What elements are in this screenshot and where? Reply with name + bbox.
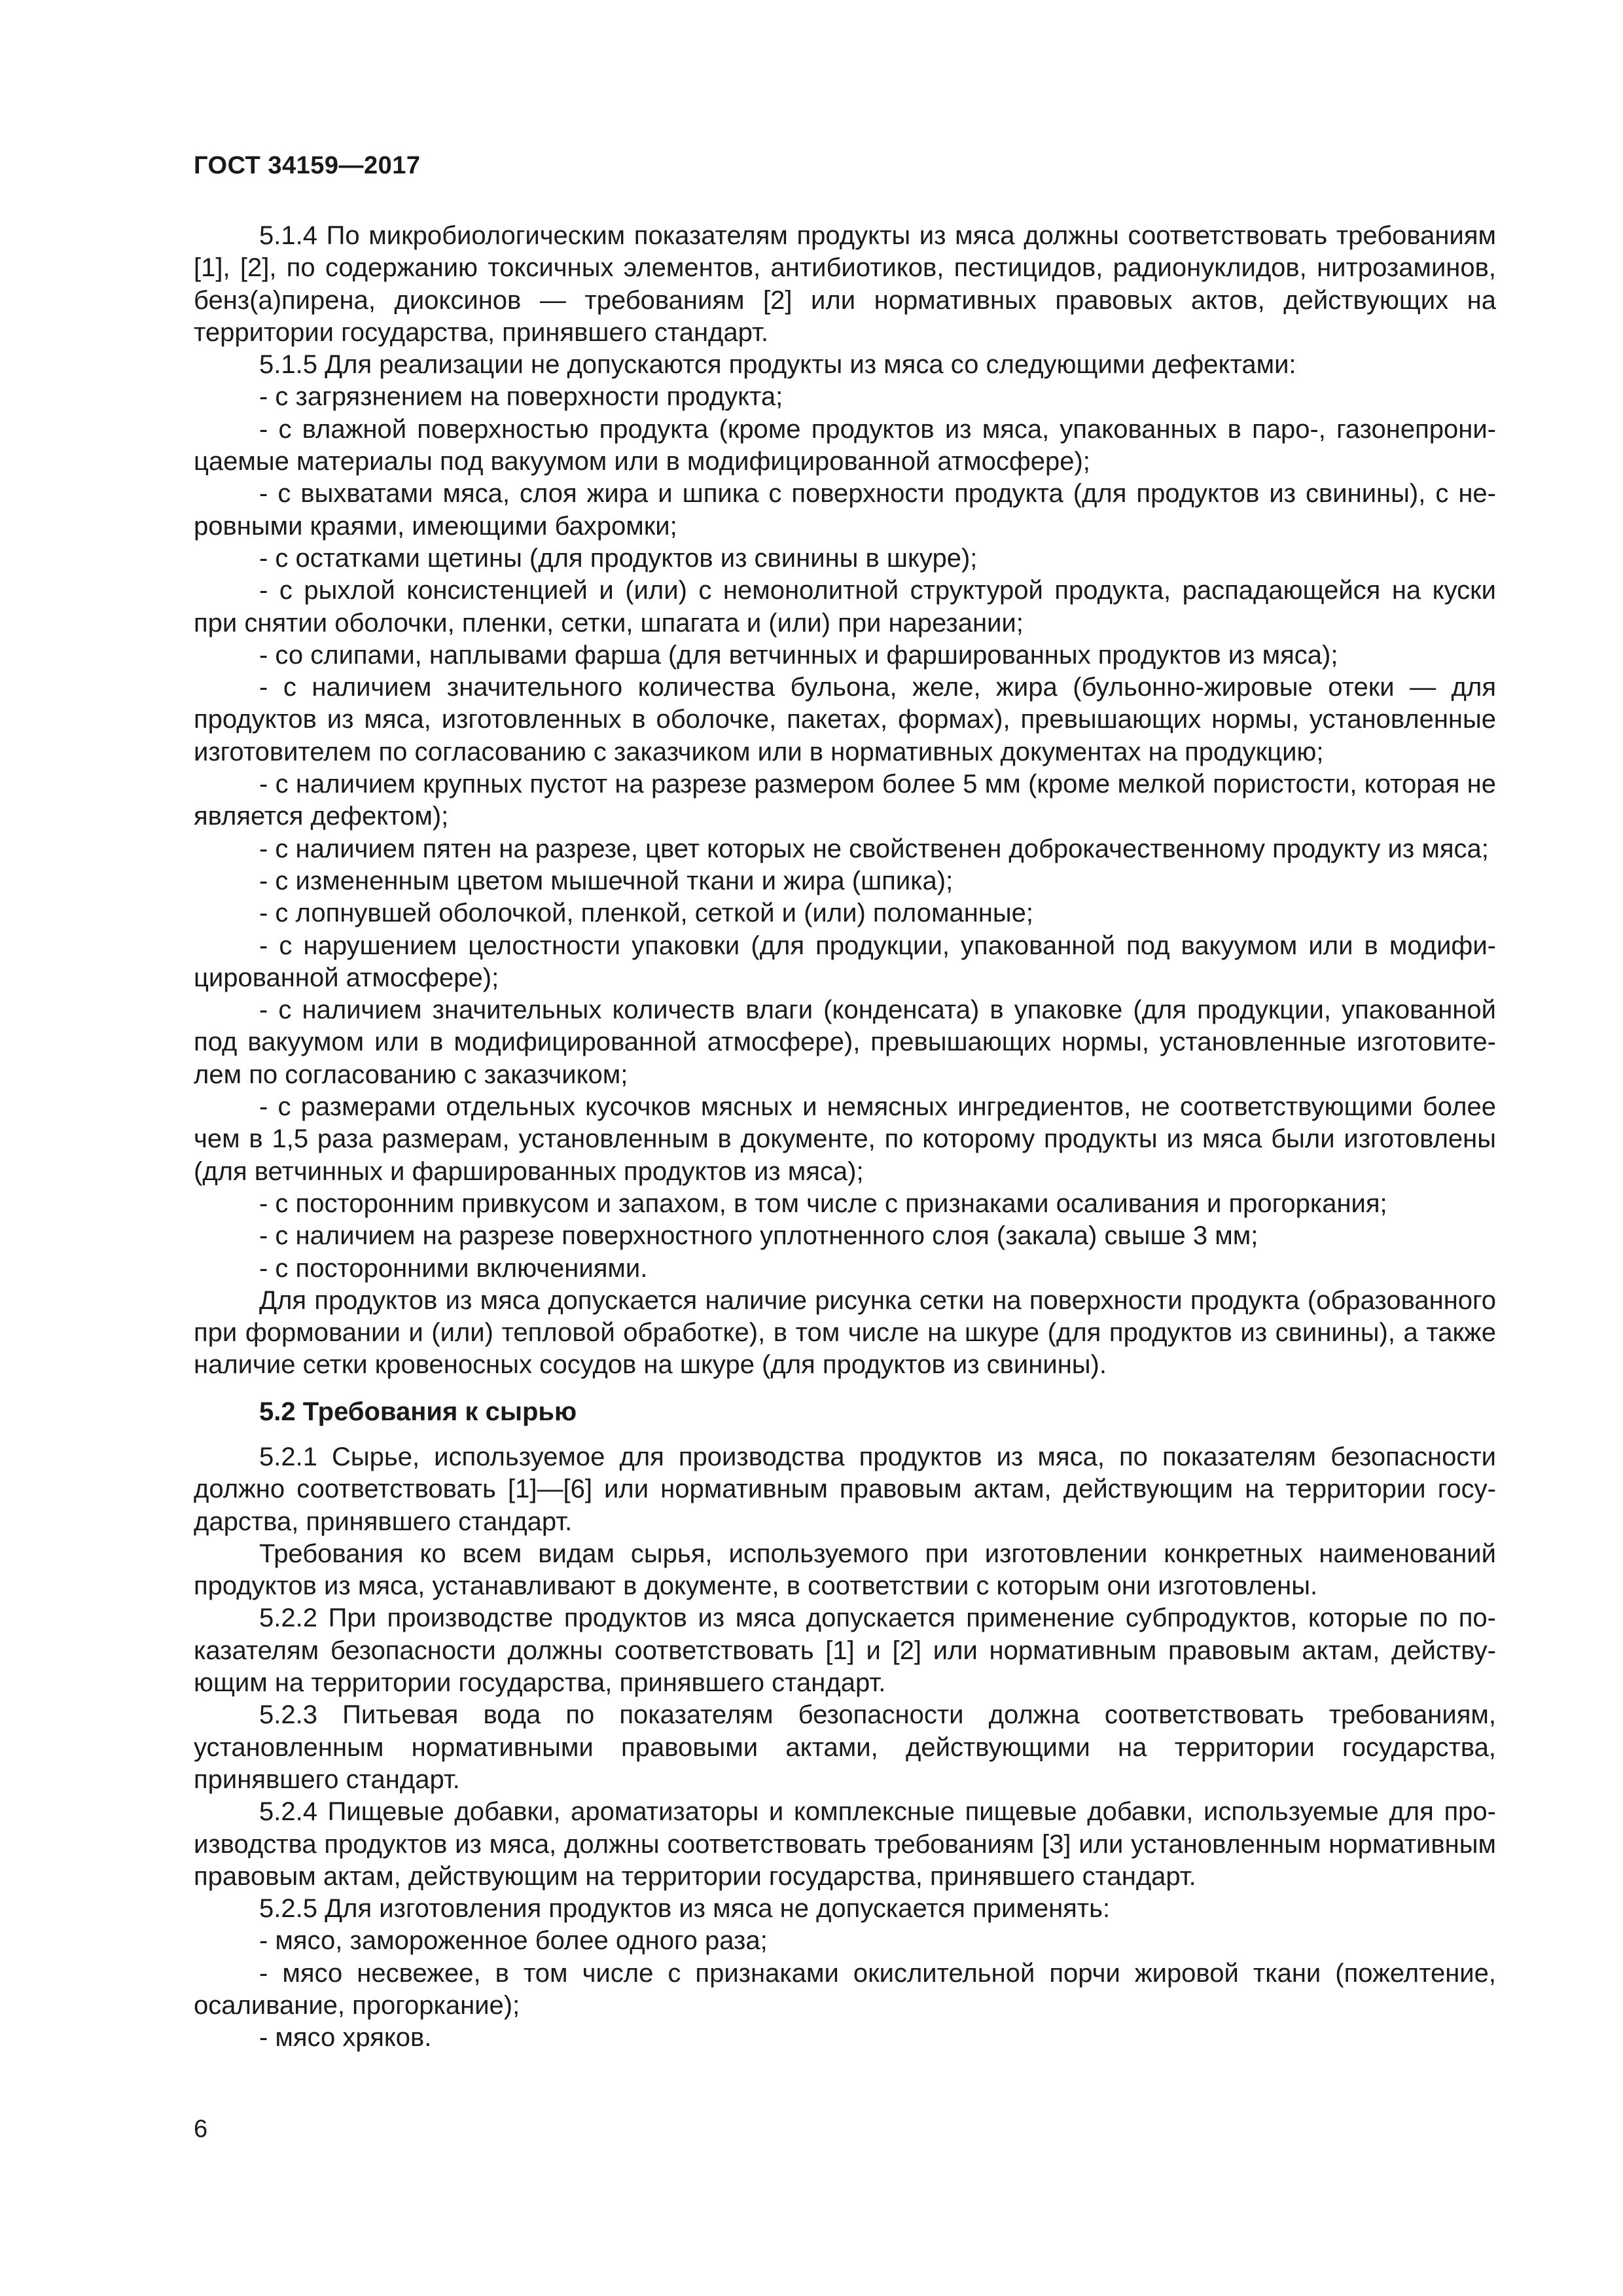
list-item: - мясо хряков. [259,2023,432,2053]
list-item: - с размерами отдельных кусочков мясных и немясных ингредиентов, не соответствующими более чем в 1,5 раза размерам, установленным в документе, по которому продукты из мяса были изготовлены (для ветчинных и фаршированных продуктов из мяса); [194,1092,1496,1186]
list-item: - с загрязнением на поверхности продукта; [259,382,783,412]
list-item: - с наличием пятен на разрезе, цвет которых не свойственен доброкачественному продукту из мяса; [259,834,1489,863]
list-item: - с посторонним привкусом и запахом, в том числе с признаками осаливания и прогоркания; [259,1189,1387,1218]
list-item: - с наличием значительного количества бульона, желе, жира (бульонно-жировые отеки — для продуктов из мяса, изготовленных в оболочке, пакетах, формах), превышающих нормы, установленные изготовителем по согласованию с заказчиком или в нормативных документах на продукцию; [194,673,1496,766]
list-item: - с посторонними включениями. [259,1253,648,1283]
list-item: - мясо несвежее, в том числе с признаками окислительной порчи жировой ткани (пожелтение, осаливание, прогоркание); [194,1958,1496,2020]
paragraph-5-2-5: 5.2.5 Для изготовления продуктов из мяса не допускается применять: [259,1894,1111,1924]
list-item: - с выхватами мяса, слоя жира и шпика с поверхности продукта (для продуктов из свинины), с неровными краями, имеющими бахромки; [194,479,1496,541]
document-code-header: ГОСТ 34159—2017 [194,152,421,179]
list-item: - с лопнувшей оболочкой, пленкой, сеткой и (или) поломанные; [259,899,1033,928]
list-item: - с нарушением целостности упаковки (для продукции, упакованной под вакуумом или в модифицированной атмосфере); [194,931,1496,992]
paragraph-5-2-3: 5.2.3 Питьевая вода по показателям безопасности должна соответствовать требованиям, установленным нормативными правовыми актами, действующими на территории государства, принявшего стандарт. [194,1700,1496,1794]
paragraph-5-2-1: 5.2.1 Сырье, используемое для производства продуктов из мяса, по показателям безопасности должно соответствовать [1]—[6] или нормативным правовым актам, действующим на территории государства, принявшего стандарт. [194,1442,1496,1536]
list-item: - мясо, замороженное более одного раза; [259,1926,768,1956]
paragraph-5-1-4: 5.1.4 По микробиологическим показателям продукты из мяса должны соответствовать требованиям [1], [2], по содержанию токсичных элементов, антибиотиков, пестицидов, радионуклидов, нитрозаминов, бенз(а)пирена, диоксинов — требованиям [2] или нормативных правовых актов, действующих на территории государства, принявшего стандарт. [194,221,1496,347]
list-item: - с наличием значительных количеств влаги (конденсата) в упаковке (для продукции, упакованной под вакуумом или в модифицированной атмосфере), превышающих нормы, установленные изготовителем по согласованию с заказчиком; [194,996,1496,1089]
paragraph-5-1-5: 5.1.5 Для реализации не допускаются продукты из мяса со следующими дефектами: [259,350,1296,380]
section-heading-5-2: 5.2 Требования к сырью [259,1397,577,1426]
paragraph-5-2-4: 5.2.4 Пищевые добавки, ароматизаторы и комплексные пищевые добавки, используемые для производства продуктов из мяса, должны соответствовать требованиям [3] или установленным нормативным правовым актам, действующим на территории государства, принявшего стандарт. [194,1797,1496,1891]
list-item: - с влажной поверхностью продукта (кроме продуктов из мяса, упакованных в паро-, газонепроницаемые материалы под вакуумом или в модифицированной атмосфере); [194,414,1496,476]
list-item: - со слипами, наплывами фарша (для ветчинных и фаршированных продуктов из мяса); [259,640,1338,670]
paragraph-net-pattern: Для продуктов из мяса допускается наличие рисунка сетки на поверхности продукта (образованного при формовании и (или) тепловой обработке), в том числе на шкуре (для продуктов из свинины), а также наличие сетки кровеносных сосудов на шкуре (для продуктов из свинины). [194,1285,1496,1380]
paragraph-5-2-2: 5.2.2 При производстве продуктов из мяса допускается применение субпродуктов, которые по показателям безопасности должны соответствовать [1] и [2] или нормативным правовым актам, действующим на территории государства, принявшего стандарт. [194,1604,1496,1698]
list-item: - с наличием на разрезе поверхностного уплотненного слоя (закала) свыше 3 мм; [259,1221,1258,1251]
page-number: 6 [194,2115,208,2143]
list-item: - с остатками щетины (для продуктов из свинины в шкуре); [259,543,978,573]
paragraph-raw-requirements: Требования ко всем видам сырья, используемого при изготовлении конкретных наименований продуктов из мяса, устанавливают в документе, в соответствии с которым они изготовлены. [194,1539,1496,1601]
list-item: - с рыхлой консистенцией и (или) с немонолитной структурой продукта, распадающейся на куски при снятии оболочки, пленки, сетки, шпагата и (или) при нарезании; [194,576,1496,637]
list-item: - с измененным цветом мышечной ткани и жира (шпика); [259,866,954,895]
list-item: - с наличием крупных пустот на разрезе размером более 5 мм (кроме мелкой пористости, которая не является дефектом); [194,770,1496,831]
document-body [194,220,1496,2054]
